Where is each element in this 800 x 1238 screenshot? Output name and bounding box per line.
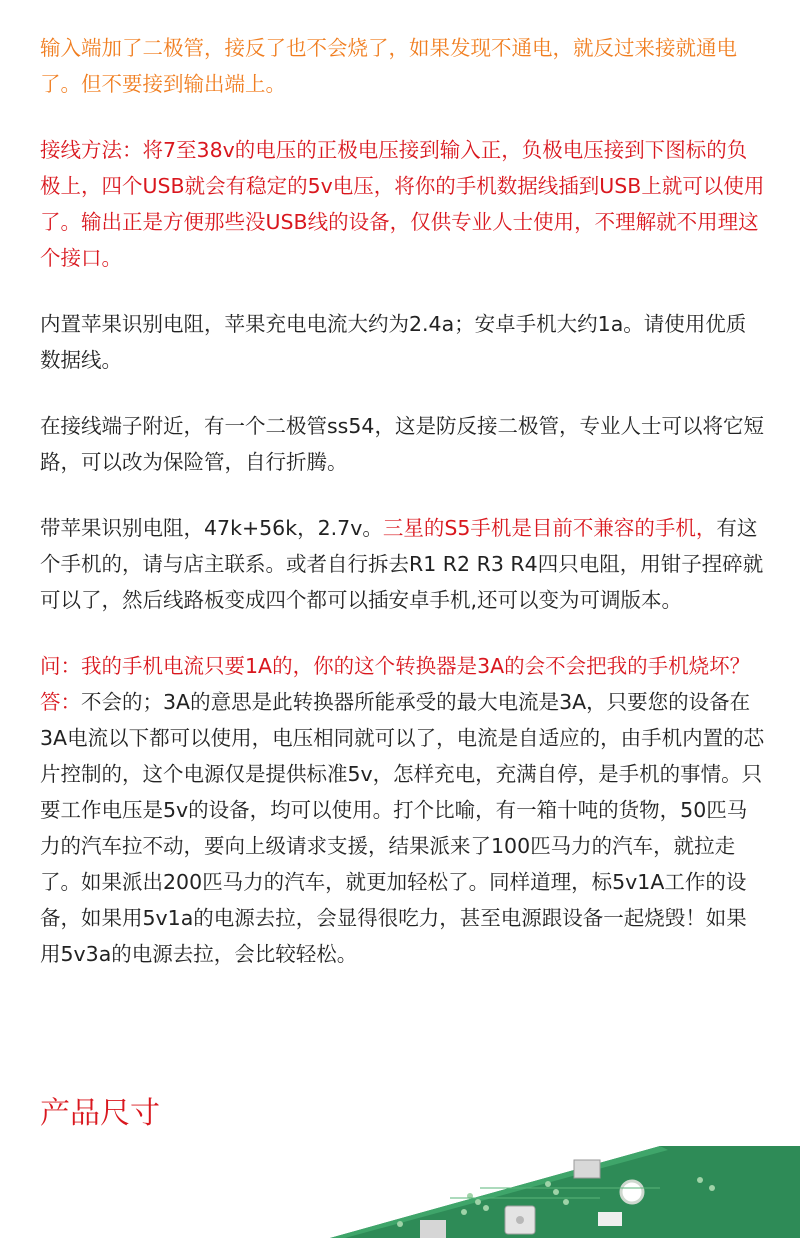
faq-answer [40,684,765,972]
apple-resistor-paragraph: 内置苹果识别电阻，苹果充电电流大约为2.4a；安卓手机大约1a。请使用优质数据线。 [40,312,747,372]
product-size-heading: 产品尺寸 [40,1096,160,1131]
product-description [40,30,765,972]
pcb-board-image [0,1140,800,1238]
resistor-values-text: 带苹果识别电阻，47k+56k，2.7v。 [40,516,383,540]
samsung-s5-warning: 三星的S5手机是目前不兼容的手机， [382,516,717,540]
faq-answer-label: 答： [40,690,81,714]
resistor-removal-text: 有这个手机的，请与店主联系。或者自行拆去R1 R2 R3 R4四只电阻，用钳子捏碎就可以了，然后线路板变成四个都可以插安卓手机,还可以变为可调版本。 [40,516,764,612]
faq-answer-text: 不会的；3A的意思是此转换器所能承受的最大电流是3A，只要您的设备在3A电流以下都可以使用，电压相同就可以了，电流是自适应的，由手机内置的芯片控制的，这个电源仅是提供标准5v，怎样充电，充满自停，是手机的事情。只要工作电压是5v的设备，均可以使用。打个比喻，有一箱十吨的货物，50匹马力的汽车拉不动，要向上级请求支援，结果派来了100匹马力的汽车，就拉走了。如果派出200匹马力的汽车，就更加轻松了。同样道理，标5v1A工作的设备，如果用5v1a的电源去拉，会显得很吃力，甚至电源跟设备一起烧毁！如果用5v3a的电源去拉，会比较轻松。 [40,690,765,966]
faq-question: 问：我的手机电流只要1A的，你的这个转换器是3A的会不会把我的手机烧坏？ [40,654,751,678]
diode-ss54-paragraph: 在接线端子附近，有一个二极管ss54，这是防反接二极管，专业人士可以将它短路，可以改为保险管，自行折腾。 [40,414,764,474]
diode-note-paragraph: 输入端加了二极管，接反了也不会烧了，如果发现不通电，就反过来接就通电了。但不要接到输出端上。 [40,36,737,96]
resistor-values-paragraph [40,510,765,618]
wiring-method-paragraph: 接线方法：将7至38v的电压的正极电压接到输入正，负极电压接到下图标的负极上，四个USB就会有稳定的5v电压，将你的手机数据线插到USB上就可以使用了。输出正是方便那些没USB线的设备，仅供专业人士使用，不理解就不用理这个接口。 [40,138,765,270]
